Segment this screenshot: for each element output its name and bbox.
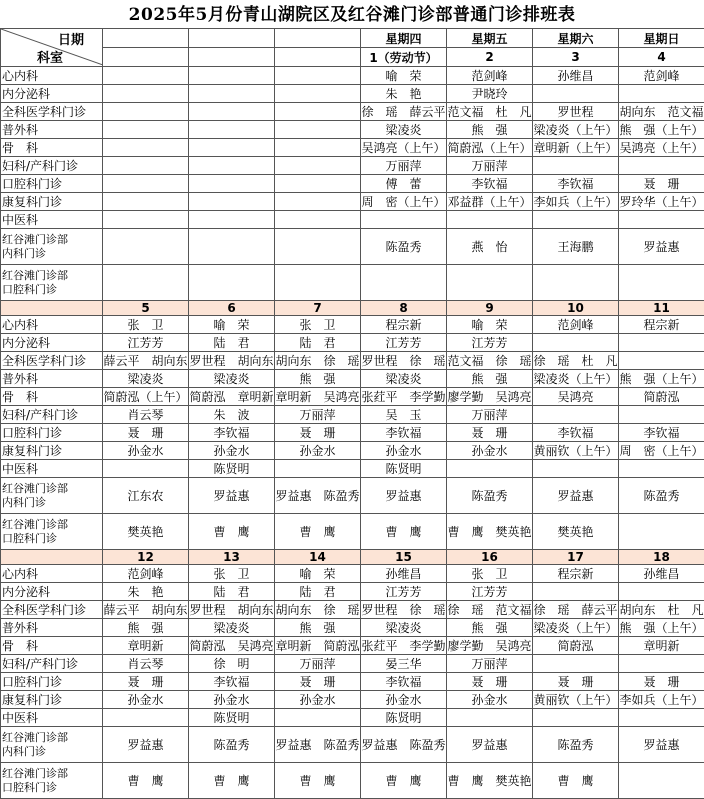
doctor-cell: 周 密（上午） <box>619 442 704 460</box>
date-cell: 8 <box>361 301 447 316</box>
date-header: 4 <box>619 48 704 67</box>
corner-dept-label: 科室 <box>37 47 63 66</box>
doctor-cell: 朱 艳 <box>103 583 189 601</box>
doctor-cell: 薛云平 胡向东 <box>103 352 189 370</box>
doctor-cell: 陆 君 <box>275 334 361 352</box>
doctor-cell: 简蔚泓 章明新 <box>189 388 275 406</box>
doctor-cell: 罗益惠 <box>361 478 447 514</box>
doctor-cell <box>533 265 619 301</box>
doctor-cell: 陈盈秀 <box>361 229 447 265</box>
weekday-header <box>275 29 361 48</box>
department-label: 内分泌科 <box>1 85 103 103</box>
department-label: 全科医学科门诊 <box>1 601 103 619</box>
doctor-cell: 喻 荣 <box>361 67 447 85</box>
doctor-cell: 李如兵（上午） <box>533 193 619 211</box>
doctor-cell: 梁凌炎 <box>189 370 275 388</box>
doctor-cell: 吴鸿亮 <box>533 388 619 406</box>
department-label: 康复科门诊 <box>1 442 103 460</box>
doctor-cell: 曹 鹰 <box>275 514 361 550</box>
department-label: 康复科门诊 <box>1 691 103 709</box>
doctor-cell: 熊 强 <box>447 619 533 637</box>
doctor-cell <box>533 85 619 103</box>
doctor-cell <box>447 265 533 301</box>
doctor-cell: 廖学勤 吴鸿亮 <box>447 637 533 655</box>
doctor-cell: 熊 强 <box>447 370 533 388</box>
doctor-cell <box>533 460 619 478</box>
doctor-cell: 范剑峰 <box>533 316 619 334</box>
department-label: 红谷滩门诊部 口腔科门诊 <box>1 763 103 799</box>
doctor-cell: 范文福 徐 瑶 <box>447 352 533 370</box>
date-header: 1（劳动节） <box>361 48 447 67</box>
doctor-cell: 傅 蕾 <box>361 175 447 193</box>
doctor-cell: 曹 鹰 <box>189 514 275 550</box>
doctor-cell: 聂 珊 <box>619 673 704 691</box>
doctor-cell <box>275 157 361 175</box>
doctor-cell: 梁凌炎 <box>189 619 275 637</box>
doctor-cell: 樊英艳 <box>103 514 189 550</box>
doctor-cell: 聂 珊 <box>619 175 704 193</box>
doctor-cell <box>103 121 189 139</box>
doctor-cell: 范剑峰 <box>619 67 704 85</box>
department-label: 普外科 <box>1 619 103 637</box>
doctor-cell <box>275 175 361 193</box>
date-cell: 9 <box>447 301 533 316</box>
doctor-cell <box>619 211 704 229</box>
department-label: 心内科 <box>1 565 103 583</box>
weekday-header <box>189 29 275 48</box>
department-label: 妇科/产科门诊 <box>1 655 103 673</box>
date-cell: 7 <box>275 301 361 316</box>
department-label: 红谷滩门诊部 口腔科门诊 <box>1 514 103 550</box>
doctor-cell <box>189 139 275 157</box>
doctor-cell: 聂 珊 <box>533 673 619 691</box>
date-cell: 18 <box>619 550 704 565</box>
doctor-cell: 罗世程 徐 瑶 <box>361 601 447 619</box>
doctor-cell: 梁凌炎（上午） <box>533 619 619 637</box>
date-header <box>189 48 275 67</box>
department-label: 心内科 <box>1 67 103 85</box>
doctor-cell: 喻 荣 <box>189 316 275 334</box>
doctor-cell: 陆 君 <box>189 583 275 601</box>
doctor-cell <box>103 709 189 727</box>
doctor-cell <box>189 175 275 193</box>
doctor-cell: 孙金水 <box>447 691 533 709</box>
weekday-header <box>103 29 189 48</box>
doctor-cell: 陈贤明 <box>189 709 275 727</box>
department-label: 骨 科 <box>1 637 103 655</box>
doctor-cell: 梁凌炎 <box>103 370 189 388</box>
doctor-cell: 江芳芳 <box>447 583 533 601</box>
doctor-cell: 聂 珊 <box>275 424 361 442</box>
date-header <box>275 48 361 67</box>
doctor-cell: 聂 珊 <box>275 673 361 691</box>
doctor-cell: 陈贤明 <box>189 460 275 478</box>
doctor-cell <box>447 709 533 727</box>
doctor-cell: 黄丽钦（上午） <box>533 691 619 709</box>
doctor-cell: 章明新 简蔚泓 <box>275 637 361 655</box>
doctor-cell <box>189 85 275 103</box>
doctor-cell: 程宗新 <box>619 316 704 334</box>
doctor-cell: 江芳芳 <box>361 583 447 601</box>
doctor-cell <box>275 265 361 301</box>
department-label: 口腔科门诊 <box>1 424 103 442</box>
department-label: 心内科 <box>1 316 103 334</box>
doctor-cell: 吴鸿亮（上午） <box>619 139 704 157</box>
department-label: 普外科 <box>1 121 103 139</box>
doctor-cell: 陈贤明 <box>361 460 447 478</box>
doctor-cell: 尹晓玲 <box>447 85 533 103</box>
doctor-cell: 薛云平 胡向东 <box>103 601 189 619</box>
date-cell: 6 <box>189 301 275 316</box>
doctor-cell: 罗益惠 陈盈秀 <box>275 727 361 763</box>
doctor-cell: 罗益惠 <box>619 727 704 763</box>
doctor-cell <box>619 352 704 370</box>
doctor-cell: 徐 瑶 薛云平 <box>361 103 447 121</box>
doctor-cell <box>103 175 189 193</box>
doctor-cell: 梁凌炎（上午） <box>533 121 619 139</box>
doctor-cell: 熊 强 <box>275 370 361 388</box>
department-label: 全科医学科门诊 <box>1 352 103 370</box>
department-label: 口腔科门诊 <box>1 175 103 193</box>
doctor-cell <box>533 583 619 601</box>
doctor-cell <box>189 67 275 85</box>
doctor-cell: 孙维昌 <box>361 565 447 583</box>
doctor-cell: 章明新 <box>619 637 704 655</box>
doctor-cell: 李钦福 <box>361 673 447 691</box>
doctor-cell: 李钦福 <box>533 175 619 193</box>
doctor-cell <box>447 460 533 478</box>
doctor-cell <box>103 193 189 211</box>
date-cell: 12 <box>103 550 189 565</box>
doctor-cell: 聂 珊 <box>447 673 533 691</box>
doctor-cell: 曹 鹰 <box>103 763 189 799</box>
doctor-cell: 徐 瑶 范文福 <box>447 601 533 619</box>
department-label: 普外科 <box>1 370 103 388</box>
doctor-cell: 罗世程 胡向东 <box>189 601 275 619</box>
doctor-cell: 聂 珊 <box>103 673 189 691</box>
date-header <box>103 48 189 67</box>
doctor-cell: 孙金水 <box>103 691 189 709</box>
doctor-cell: 简蔚泓 <box>533 637 619 655</box>
doctor-cell: 徐 明 <box>189 655 275 673</box>
doctor-cell <box>619 265 704 301</box>
doctor-cell <box>533 211 619 229</box>
doctor-cell: 简蔚泓（上午） <box>447 139 533 157</box>
doctor-cell: 聂 珊 <box>447 424 533 442</box>
doctor-cell: 吴 玉 <box>361 406 447 424</box>
doctor-cell: 李钦福 <box>619 424 704 442</box>
date-header: 2 <box>447 48 533 67</box>
department-label: 中医科 <box>1 460 103 478</box>
department-label: 红谷滩门诊部 内科门诊 <box>1 478 103 514</box>
doctor-cell: 章明新（上午） <box>533 139 619 157</box>
doctor-cell: 罗世程 <box>533 103 619 121</box>
doctor-cell <box>189 157 275 175</box>
doctor-cell <box>275 139 361 157</box>
doctor-cell: 孙金水 <box>189 442 275 460</box>
doctor-cell: 万丽萍 <box>275 406 361 424</box>
department-label: 妇科/产科门诊 <box>1 406 103 424</box>
doctor-cell <box>103 157 189 175</box>
doctor-cell <box>103 229 189 265</box>
doctor-cell: 黄丽钦（上午） <box>533 442 619 460</box>
doctor-cell: 罗益惠 <box>103 727 189 763</box>
doctor-cell: 肖云琴 <box>103 406 189 424</box>
doctor-cell: 万丽萍 <box>275 655 361 673</box>
department-label: 骨 科 <box>1 139 103 157</box>
department-label: 妇科/产科门诊 <box>1 157 103 175</box>
doctor-cell: 罗世程 徐 瑶 <box>361 352 447 370</box>
doctor-cell <box>189 121 275 139</box>
doctor-cell <box>447 211 533 229</box>
doctor-cell: 熊 强（上午） <box>619 619 704 637</box>
corner-header <box>1 29 103 67</box>
doctor-cell: 章明新 吴鸿亮 <box>275 388 361 406</box>
doctor-cell <box>533 334 619 352</box>
doctor-cell <box>189 193 275 211</box>
doctor-cell: 孙金水 <box>189 691 275 709</box>
doctor-cell: 孙金水 <box>447 442 533 460</box>
doctor-cell: 罗益惠 <box>533 478 619 514</box>
department-label: 中医科 <box>1 211 103 229</box>
doctor-cell <box>619 583 704 601</box>
doctor-cell <box>619 406 704 424</box>
doctor-cell: 徐 瑶 薛云平 <box>533 601 619 619</box>
doctor-cell <box>103 211 189 229</box>
doctor-cell: 孙金水 <box>275 691 361 709</box>
doctor-cell: 孙维昌 <box>619 565 704 583</box>
date-cell: 17 <box>533 550 619 565</box>
doctor-cell: 邓益群（上午） <box>447 193 533 211</box>
doctor-cell <box>619 655 704 673</box>
doctor-cell <box>533 709 619 727</box>
department-label: 红谷滩门诊部 内科门诊 <box>1 229 103 265</box>
doctor-cell <box>619 157 704 175</box>
department-label: 红谷滩门诊部 口腔科门诊 <box>1 265 103 301</box>
department-label: 口腔科门诊 <box>1 673 103 691</box>
doctor-cell: 罗益惠 <box>447 727 533 763</box>
doctor-cell: 范剑峰 <box>103 565 189 583</box>
doctor-cell: 廖学勤 吴鸿亮 <box>447 388 533 406</box>
doctor-cell: 孙金水 <box>275 442 361 460</box>
doctor-cell: 陈贤明 <box>361 709 447 727</box>
doctor-cell: 罗益惠 陈盈秀 <box>361 727 447 763</box>
corner-date-label: 日期 <box>58 29 84 48</box>
doctor-cell: 熊 强 <box>103 619 189 637</box>
doctor-cell <box>533 157 619 175</box>
doctor-cell: 简蔚泓 吴鸿亮 <box>189 637 275 655</box>
doctor-cell: 程宗新 <box>361 316 447 334</box>
doctor-cell: 张 卫 <box>447 565 533 583</box>
doctor-cell: 胡向东 徐 瑶 <box>275 601 361 619</box>
doctor-cell: 张 卫 <box>189 565 275 583</box>
doctor-cell <box>275 193 361 211</box>
doctor-cell <box>533 406 619 424</box>
doctor-cell <box>619 334 704 352</box>
doctor-cell: 罗世程 胡向东 <box>189 352 275 370</box>
doctor-cell: 朱 艳 <box>361 85 447 103</box>
doctor-cell: 张荭平 李学勤 <box>361 388 447 406</box>
doctor-cell: 燕 怡 <box>447 229 533 265</box>
doctor-cell <box>189 103 275 121</box>
date-cell: 5 <box>103 301 189 316</box>
doctor-cell <box>619 709 704 727</box>
doctor-cell <box>619 460 704 478</box>
doctor-cell: 范剑峰 <box>447 67 533 85</box>
department-label: 康复科门诊 <box>1 193 103 211</box>
doctor-cell: 陈盈秀 <box>189 727 275 763</box>
doctor-cell: 梁凌炎 <box>361 370 447 388</box>
doctor-cell: 王海鹏 <box>533 229 619 265</box>
doctor-cell: 孙金水 <box>361 442 447 460</box>
doctor-cell: 李钦福 <box>447 175 533 193</box>
doctor-cell: 曹 鹰 <box>361 763 447 799</box>
doctor-cell: 程宗新 <box>533 565 619 583</box>
doctor-cell: 李钦福 <box>361 424 447 442</box>
schedule-table <box>0 28 704 799</box>
doctor-cell <box>189 229 275 265</box>
doctor-cell: 章明新 <box>103 637 189 655</box>
department-label: 中医科 <box>1 709 103 727</box>
doctor-cell <box>619 85 704 103</box>
doctor-cell: 徐 瑶 杜 凡 <box>533 352 619 370</box>
doctor-cell: 樊英艳 <box>533 514 619 550</box>
doctor-cell: 罗益惠 <box>619 229 704 265</box>
doctor-cell: 陈盈秀 <box>447 478 533 514</box>
doctor-cell: 喻 荣 <box>275 565 361 583</box>
doctor-cell <box>103 85 189 103</box>
doctor-cell: 曹 鹰 <box>533 763 619 799</box>
doctor-cell <box>275 709 361 727</box>
doctor-cell: 陆 君 <box>275 583 361 601</box>
doctor-cell <box>275 229 361 265</box>
doctor-cell: 罗玲华（上午） <box>619 193 704 211</box>
doctor-cell: 胡向东 范文福 <box>619 103 704 121</box>
doctor-cell: 李钦福 <box>189 673 275 691</box>
date-cell: 13 <box>189 550 275 565</box>
doctor-cell: 江芳芳 <box>103 334 189 352</box>
doctor-cell <box>361 211 447 229</box>
weekday-header: 星期四 <box>361 29 447 48</box>
doctor-cell <box>275 211 361 229</box>
doctor-cell: 简蔚泓 <box>619 388 704 406</box>
doctor-cell: 熊 强 <box>447 121 533 139</box>
doctor-cell: 范文福 杜 凡 <box>447 103 533 121</box>
doctor-cell: 陆 君 <box>189 334 275 352</box>
doctor-cell: 江芳芳 <box>447 334 533 352</box>
department-label: 骨 科 <box>1 388 103 406</box>
doctor-cell: 江芳芳 <box>361 334 447 352</box>
weekday-header: 星期六 <box>533 29 619 48</box>
doctor-cell: 梁凌炎（上午） <box>533 370 619 388</box>
doctor-cell <box>103 265 189 301</box>
date-band-label <box>1 301 103 316</box>
doctor-cell: 聂 珊 <box>103 424 189 442</box>
date-header: 3 <box>533 48 619 67</box>
doctor-cell: 简蔚泓（上午） <box>103 388 189 406</box>
date-cell: 11 <box>619 301 704 316</box>
doctor-cell: 晏三华 <box>361 655 447 673</box>
doctor-cell: 曹 鹰 <box>361 514 447 550</box>
doctor-cell: 梁凌炎 <box>361 619 447 637</box>
doctor-cell <box>619 514 704 550</box>
doctor-cell: 李钦福 <box>189 424 275 442</box>
doctor-cell: 万丽萍 <box>447 655 533 673</box>
doctor-cell: 陈盈秀 <box>533 727 619 763</box>
doctor-cell <box>275 103 361 121</box>
date-cell: 14 <box>275 550 361 565</box>
department-label: 内分泌科 <box>1 334 103 352</box>
doctor-cell <box>275 67 361 85</box>
doctor-cell: 熊 强 <box>275 619 361 637</box>
doctor-cell: 曹 鹰 <box>275 763 361 799</box>
date-cell: 16 <box>447 550 533 565</box>
doctor-cell: 张荭平 李学勤 <box>361 637 447 655</box>
doctor-cell <box>275 121 361 139</box>
doctor-cell: 周 密（上午） <box>361 193 447 211</box>
page-title: 2025年5月份青山湖院区及红谷滩门诊部普通门诊排班表 <box>0 0 704 28</box>
doctor-cell: 熊 强（上午） <box>619 121 704 139</box>
doctor-cell: 张 卫 <box>275 316 361 334</box>
doctor-cell: 江东农 <box>103 478 189 514</box>
doctor-cell <box>103 460 189 478</box>
doctor-cell: 胡向东 杜 凡 <box>619 601 704 619</box>
doctor-cell <box>275 85 361 103</box>
doctor-cell: 万丽萍 <box>447 406 533 424</box>
doctor-cell: 罗益惠 陈盈秀 <box>275 478 361 514</box>
doctor-cell: 吴鸿亮（上午） <box>361 139 447 157</box>
date-cell: 15 <box>361 550 447 565</box>
doctor-cell: 肖云琴 <box>103 655 189 673</box>
doctor-cell: 孙金水 <box>103 442 189 460</box>
doctor-cell: 孙维昌 <box>533 67 619 85</box>
doctor-cell: 万丽萍 <box>447 157 533 175</box>
doctor-cell: 喻 荣 <box>447 316 533 334</box>
department-label: 红谷滩门诊部 内科门诊 <box>1 727 103 763</box>
doctor-cell: 梁凌炎 <box>361 121 447 139</box>
doctor-cell: 孙金水 <box>361 691 447 709</box>
doctor-cell: 罗益惠 <box>189 478 275 514</box>
doctor-cell: 陈盈秀 <box>619 478 704 514</box>
doctor-cell <box>533 655 619 673</box>
doctor-cell: 胡向东 徐 瑶 <box>275 352 361 370</box>
doctor-cell <box>275 460 361 478</box>
doctor-cell <box>189 265 275 301</box>
doctor-cell: 曹 鹰 樊英艳 <box>447 763 533 799</box>
date-cell: 10 <box>533 301 619 316</box>
doctor-cell <box>103 139 189 157</box>
doctor-cell <box>103 67 189 85</box>
doctor-cell: 张 卫 <box>103 316 189 334</box>
doctor-cell: 万丽萍 <box>361 157 447 175</box>
weekday-header: 星期日 <box>619 29 704 48</box>
date-band-label <box>1 550 103 565</box>
doctor-cell <box>361 265 447 301</box>
doctor-cell: 曹 鹰 樊英艳 <box>447 514 533 550</box>
doctor-cell <box>103 103 189 121</box>
department-label: 全科医学科门诊 <box>1 103 103 121</box>
doctor-cell: 熊 强（上午） <box>619 370 704 388</box>
doctor-cell: 李如兵（上午） <box>619 691 704 709</box>
doctor-cell: 曹 鹰 <box>189 763 275 799</box>
weekday-header: 星期五 <box>447 29 533 48</box>
department-label: 内分泌科 <box>1 583 103 601</box>
doctor-cell <box>189 211 275 229</box>
doctor-cell: 朱 波 <box>189 406 275 424</box>
doctor-cell: 李钦福 <box>533 424 619 442</box>
